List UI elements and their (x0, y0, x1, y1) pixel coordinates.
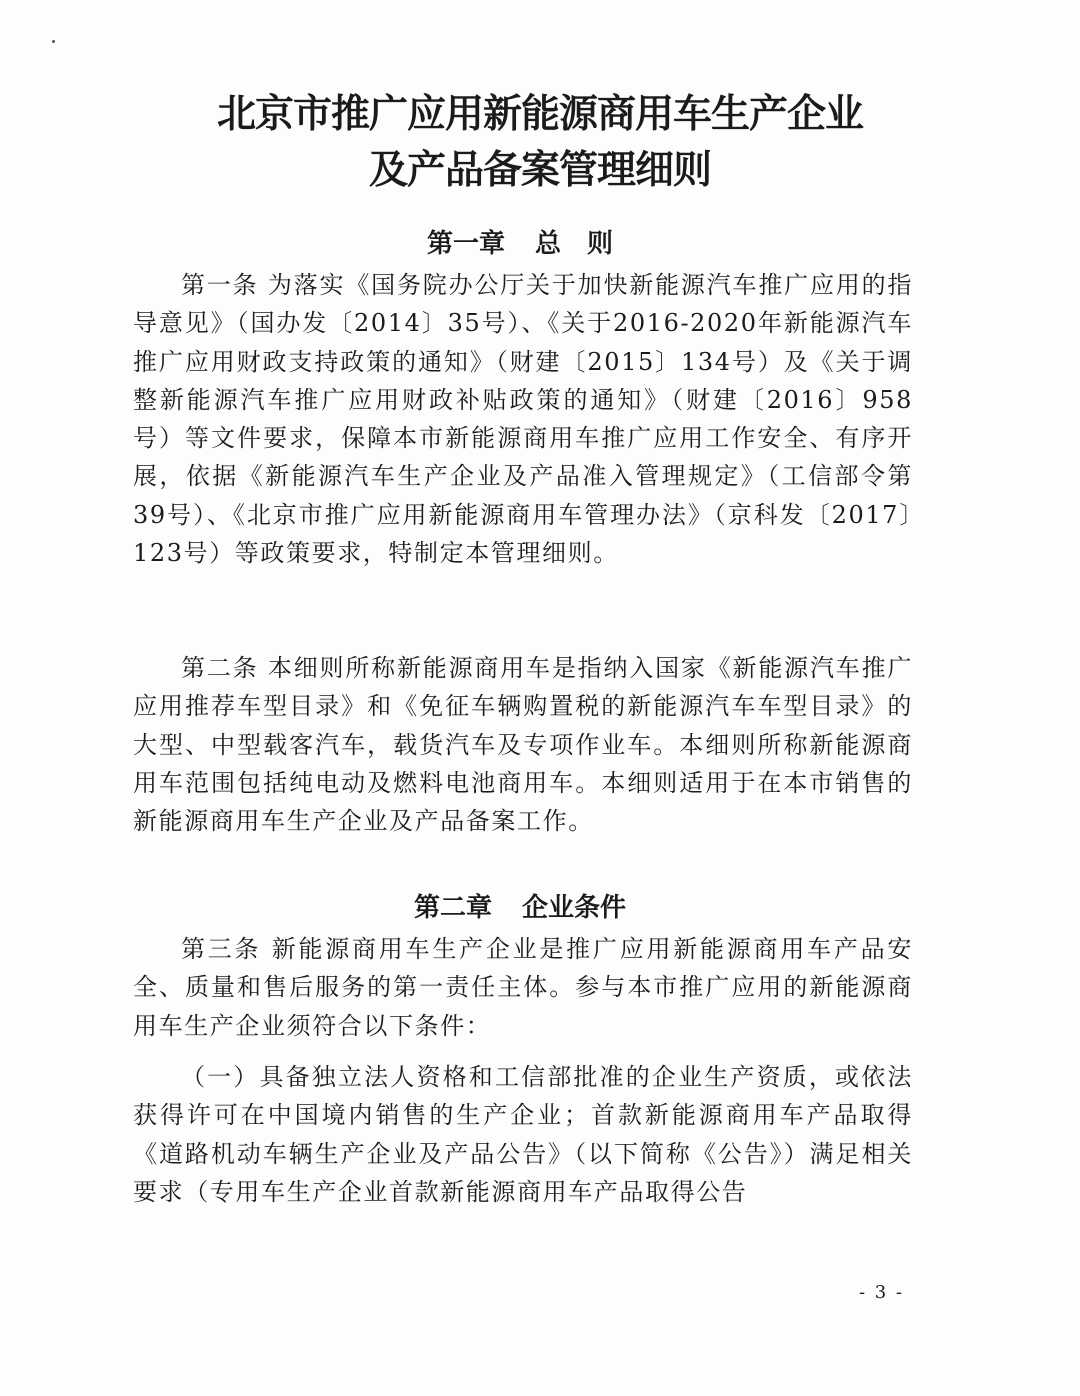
document-title (0, 86, 1080, 198)
title-line-1: 北京市推广应用新能源商用车生产企业 (216, 91, 863, 137)
chapter-1-number: 第一章 (426, 229, 505, 259)
chapter-2-number: 第二章 (413, 893, 492, 923)
article-2: 第二条 本细则所称新能源商用车是指纳入国家《新能源汽车推广应用推荐车型目录》和《免征车辆购置税的新能源汽车车型目录》的大型、中型载客汽车，载货汽车及专项作业车。本细则所称新能源商用车范围包括纯电动及燃料电池商用车。本细则适用于在本市销售的新能源商用车生产企业及产品备案工作。 (133, 654, 913, 836)
article-3-item-1: （一）具备独立法人资格和工信部批准的企业生产资质，或依法获得许可在中国境内销售的生产企业；首款新能源商用车产品取得《道路机动车辆生产企业及产品公告》（以下简称《公告》）满足相关要求（专用车生产企业首款新能源商用车产品取得公告 (133, 1063, 913, 1206)
title-line-2: 及产品备案管理细则 (368, 147, 711, 193)
chapter-2-heading (0, 890, 1040, 926)
page-number: - 3 - (858, 1282, 904, 1303)
chapter-2-name: 企业条件 (522, 893, 627, 923)
article-3: 第三条 新能源商用车生产企业是推广应用新能源商用车产品安全、质量和售后服务的第一责任主体。参与本市推广应用的新能源商用车生产企业须符合以下条件： (133, 935, 913, 1040)
chapter-1-heading (0, 226, 1040, 262)
article-1: 第一条 为落实《国务院办公厅关于加快新能源汽车推广应用的指导意见》（国办发〔2014〕35号）、《关于2016-2020年新能源汽车推广应用财政支持政策的通知》（财建〔2015〕134号）及《关于调整新能源汽车推广应用财政补贴政策的通知》（财建〔2016〕958号）等文件要求，保障本市新能源商用车推广应用工作安全、有序开展，依据《新能源汽车生产企业及产品准入管理规定》（工信部令第39号）、《北京市推广应用新能源商用车管理办法》（京科发〔2017〕123号）等政策要求，特制定本管理细则。 (133, 271, 913, 568)
scan-speck (52, 40, 55, 43)
chapter-1-name: 总 则 (535, 229, 614, 259)
